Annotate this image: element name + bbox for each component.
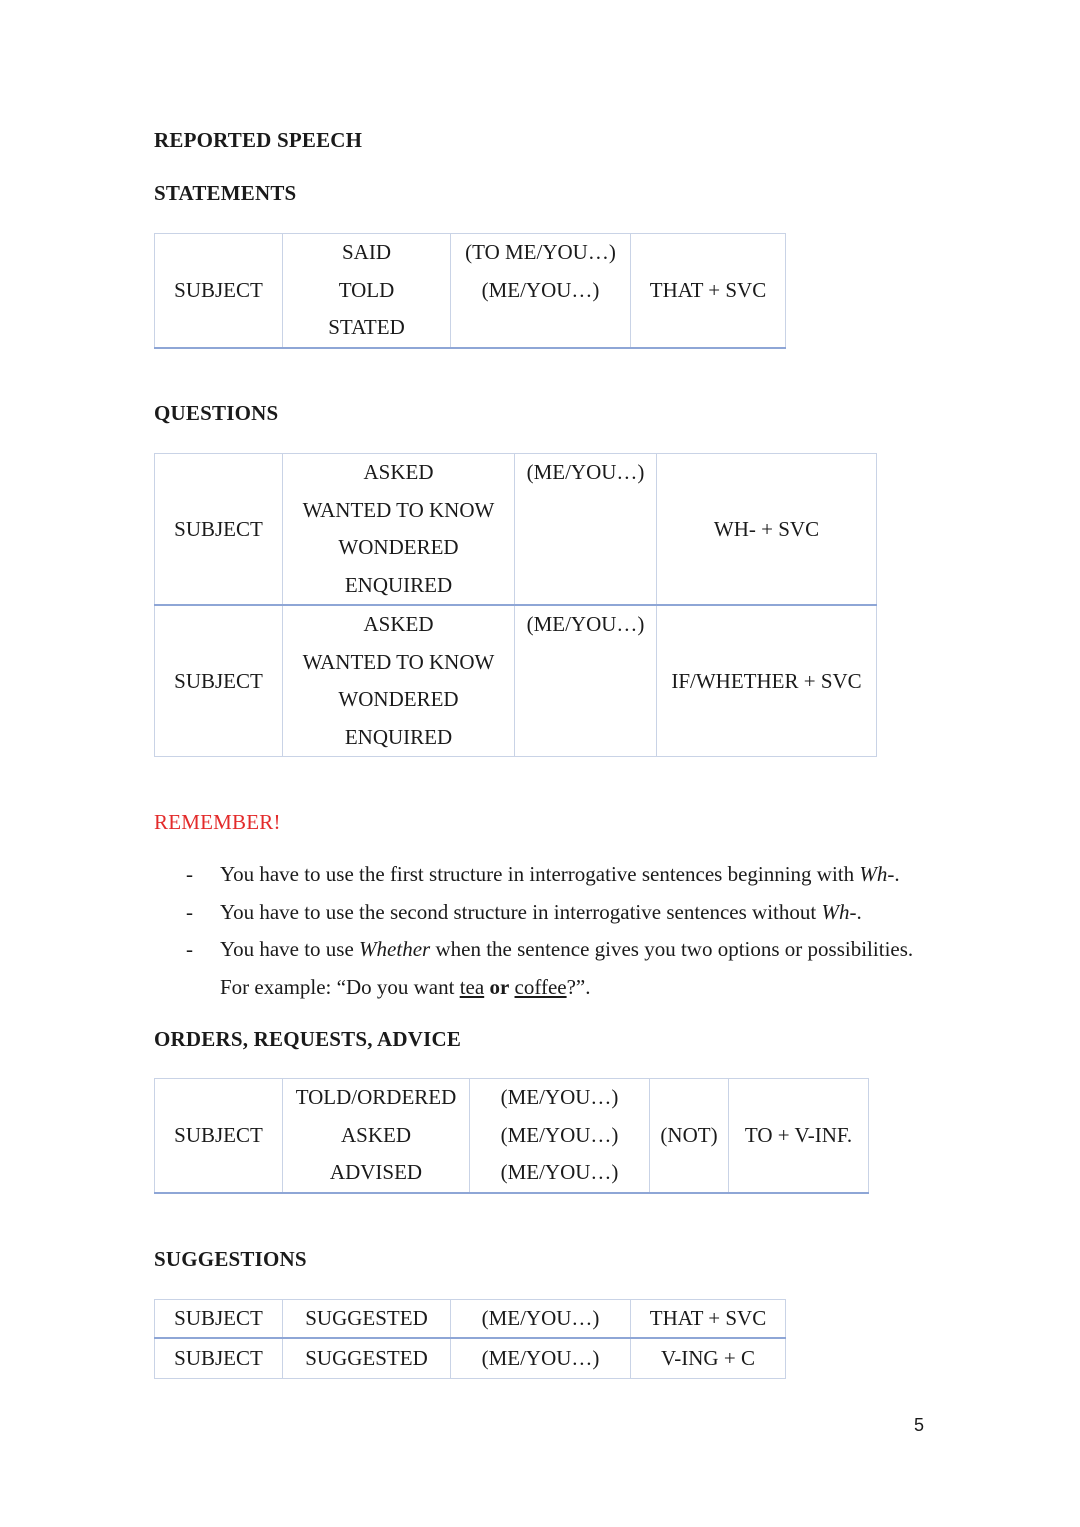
questions-verb: ASKED xyxy=(363,460,434,484)
questions-object-cell xyxy=(515,605,657,757)
orders-heading: ORDERS, REQUESTS, ADVICE xyxy=(154,1027,462,1051)
questions-subject: SUBJECT xyxy=(174,668,263,693)
questions-heading: QUESTIONS xyxy=(154,401,279,425)
suggestions-row xyxy=(155,1338,786,1379)
questions-object-cell xyxy=(515,454,657,606)
note-item xyxy=(186,856,946,894)
statements-subject-cell xyxy=(155,234,283,349)
questions-subject-cell xyxy=(155,454,283,606)
statements-verb: SAID xyxy=(341,240,391,265)
statements-object: (ME/YOU…) xyxy=(481,277,600,302)
note-end: . xyxy=(894,862,900,886)
orders-negation-cell xyxy=(650,1079,729,1194)
suggestions-object: (ME/YOU…) xyxy=(451,1338,631,1379)
questions-subject: SUBJECT xyxy=(174,516,263,541)
note-text: when the sentence gives you two options or possibilities. xyxy=(430,937,914,961)
questions-verb: ASKED xyxy=(363,612,434,636)
questions-object: (ME/YOU…) xyxy=(526,460,645,484)
remember-notes xyxy=(186,856,946,1006)
suggestions-clause: THAT + SVC xyxy=(631,1300,786,1339)
questions-clause: WH- + SVC xyxy=(713,516,820,541)
questions-verbs-cell xyxy=(283,454,515,606)
statements-clause: THAT + SVC xyxy=(649,278,767,302)
statements-object: (TO ME/YOU…) xyxy=(465,240,616,264)
suggestions-object: (ME/YOU…) xyxy=(451,1300,631,1339)
remember-heading: REMEMBER! xyxy=(154,810,281,834)
example-text: For example: “Do you want xyxy=(220,974,460,999)
questions-verb: WONDERED xyxy=(338,535,459,559)
statements-heading: STATEMENTS xyxy=(154,181,297,205)
note-em: Wh- xyxy=(821,899,857,924)
example-option: coffee xyxy=(514,974,567,999)
orders-objects-cell xyxy=(470,1079,650,1194)
bullet-dash: - xyxy=(186,937,193,961)
orders-object: (ME/YOU…) xyxy=(500,1122,619,1147)
orders-verb: TOLD/ORDERED xyxy=(295,1085,457,1110)
orders-subject: SUBJECT xyxy=(174,1123,263,1147)
questions-verb: WANTED TO KNOW xyxy=(302,497,495,522)
suggestions-verb: SUGGESTED xyxy=(283,1300,451,1339)
questions-subject-cell xyxy=(155,605,283,757)
note-text: You have to use the second structure in interrogative sentences without xyxy=(220,899,822,924)
note-item xyxy=(186,931,946,969)
questions-clause: IF/WHETHER + SVC xyxy=(671,668,862,693)
questions-clause-cell xyxy=(657,454,877,606)
questions-verb: WANTED TO KNOW xyxy=(302,649,495,674)
example-end: ?”. xyxy=(566,974,591,999)
orders-verb: ADVISED xyxy=(329,1160,423,1185)
suggestions-table xyxy=(154,1299,786,1379)
statements-verb: STATED xyxy=(328,315,405,340)
questions-verb: ENQUIRED xyxy=(344,572,453,597)
suggestions-clause: V-ING + C xyxy=(631,1338,786,1379)
questions-verb: WONDERED xyxy=(338,687,459,711)
suggestions-row xyxy=(155,1300,786,1339)
statements-verb: TOLD xyxy=(338,277,395,302)
questions-verb: ENQUIRED xyxy=(344,724,453,749)
suggestions-heading: SUGGESTIONS xyxy=(154,1247,307,1271)
statements-verbs-cell xyxy=(283,234,451,349)
questions-clause-cell xyxy=(657,605,877,757)
orders-negation: (NOT) xyxy=(660,1123,718,1147)
note-em: Whether xyxy=(359,937,431,961)
statements-table xyxy=(154,233,786,349)
example-line xyxy=(186,969,946,1007)
note-text: You have to use xyxy=(220,937,360,961)
questions-row-wh xyxy=(155,454,877,606)
orders-verbs-cell xyxy=(283,1079,470,1194)
questions-verbs-cell xyxy=(283,605,515,757)
orders-subject-cell xyxy=(155,1079,283,1194)
statements-subject: SUBJECT xyxy=(174,278,263,302)
orders-object: (ME/YOU…) xyxy=(500,1160,619,1185)
note-end: . xyxy=(856,899,862,924)
questions-row-if xyxy=(155,605,877,757)
statements-objects-cell xyxy=(451,234,631,349)
orders-infinitive-cell xyxy=(729,1079,869,1194)
suggestions-verb: SUGGESTED xyxy=(283,1338,451,1379)
note-em: Wh- xyxy=(859,862,895,886)
questions-object: (ME/YOU…) xyxy=(526,612,645,636)
bullet-dash: - xyxy=(186,899,193,924)
questions-table xyxy=(154,453,877,757)
page-title: REPORTED SPEECH xyxy=(154,128,363,152)
statements-clause-cell xyxy=(631,234,786,349)
note-item xyxy=(186,894,946,932)
orders-table xyxy=(154,1078,869,1194)
suggestions-subject: SUBJECT xyxy=(155,1300,283,1339)
bullet-dash: - xyxy=(186,862,193,886)
orders-infinitive: TO + V-INF. xyxy=(744,1123,853,1147)
note-text: You have to use the first structure in interrogative sentences beginning with xyxy=(220,862,860,886)
page-number: 5 xyxy=(914,1415,925,1435)
example-option: tea xyxy=(459,974,485,999)
suggestions-subject: SUBJECT xyxy=(155,1338,283,1379)
example-or: or xyxy=(489,974,510,999)
orders-verb: ASKED xyxy=(340,1122,411,1147)
orders-object: (ME/YOU…) xyxy=(500,1085,619,1110)
